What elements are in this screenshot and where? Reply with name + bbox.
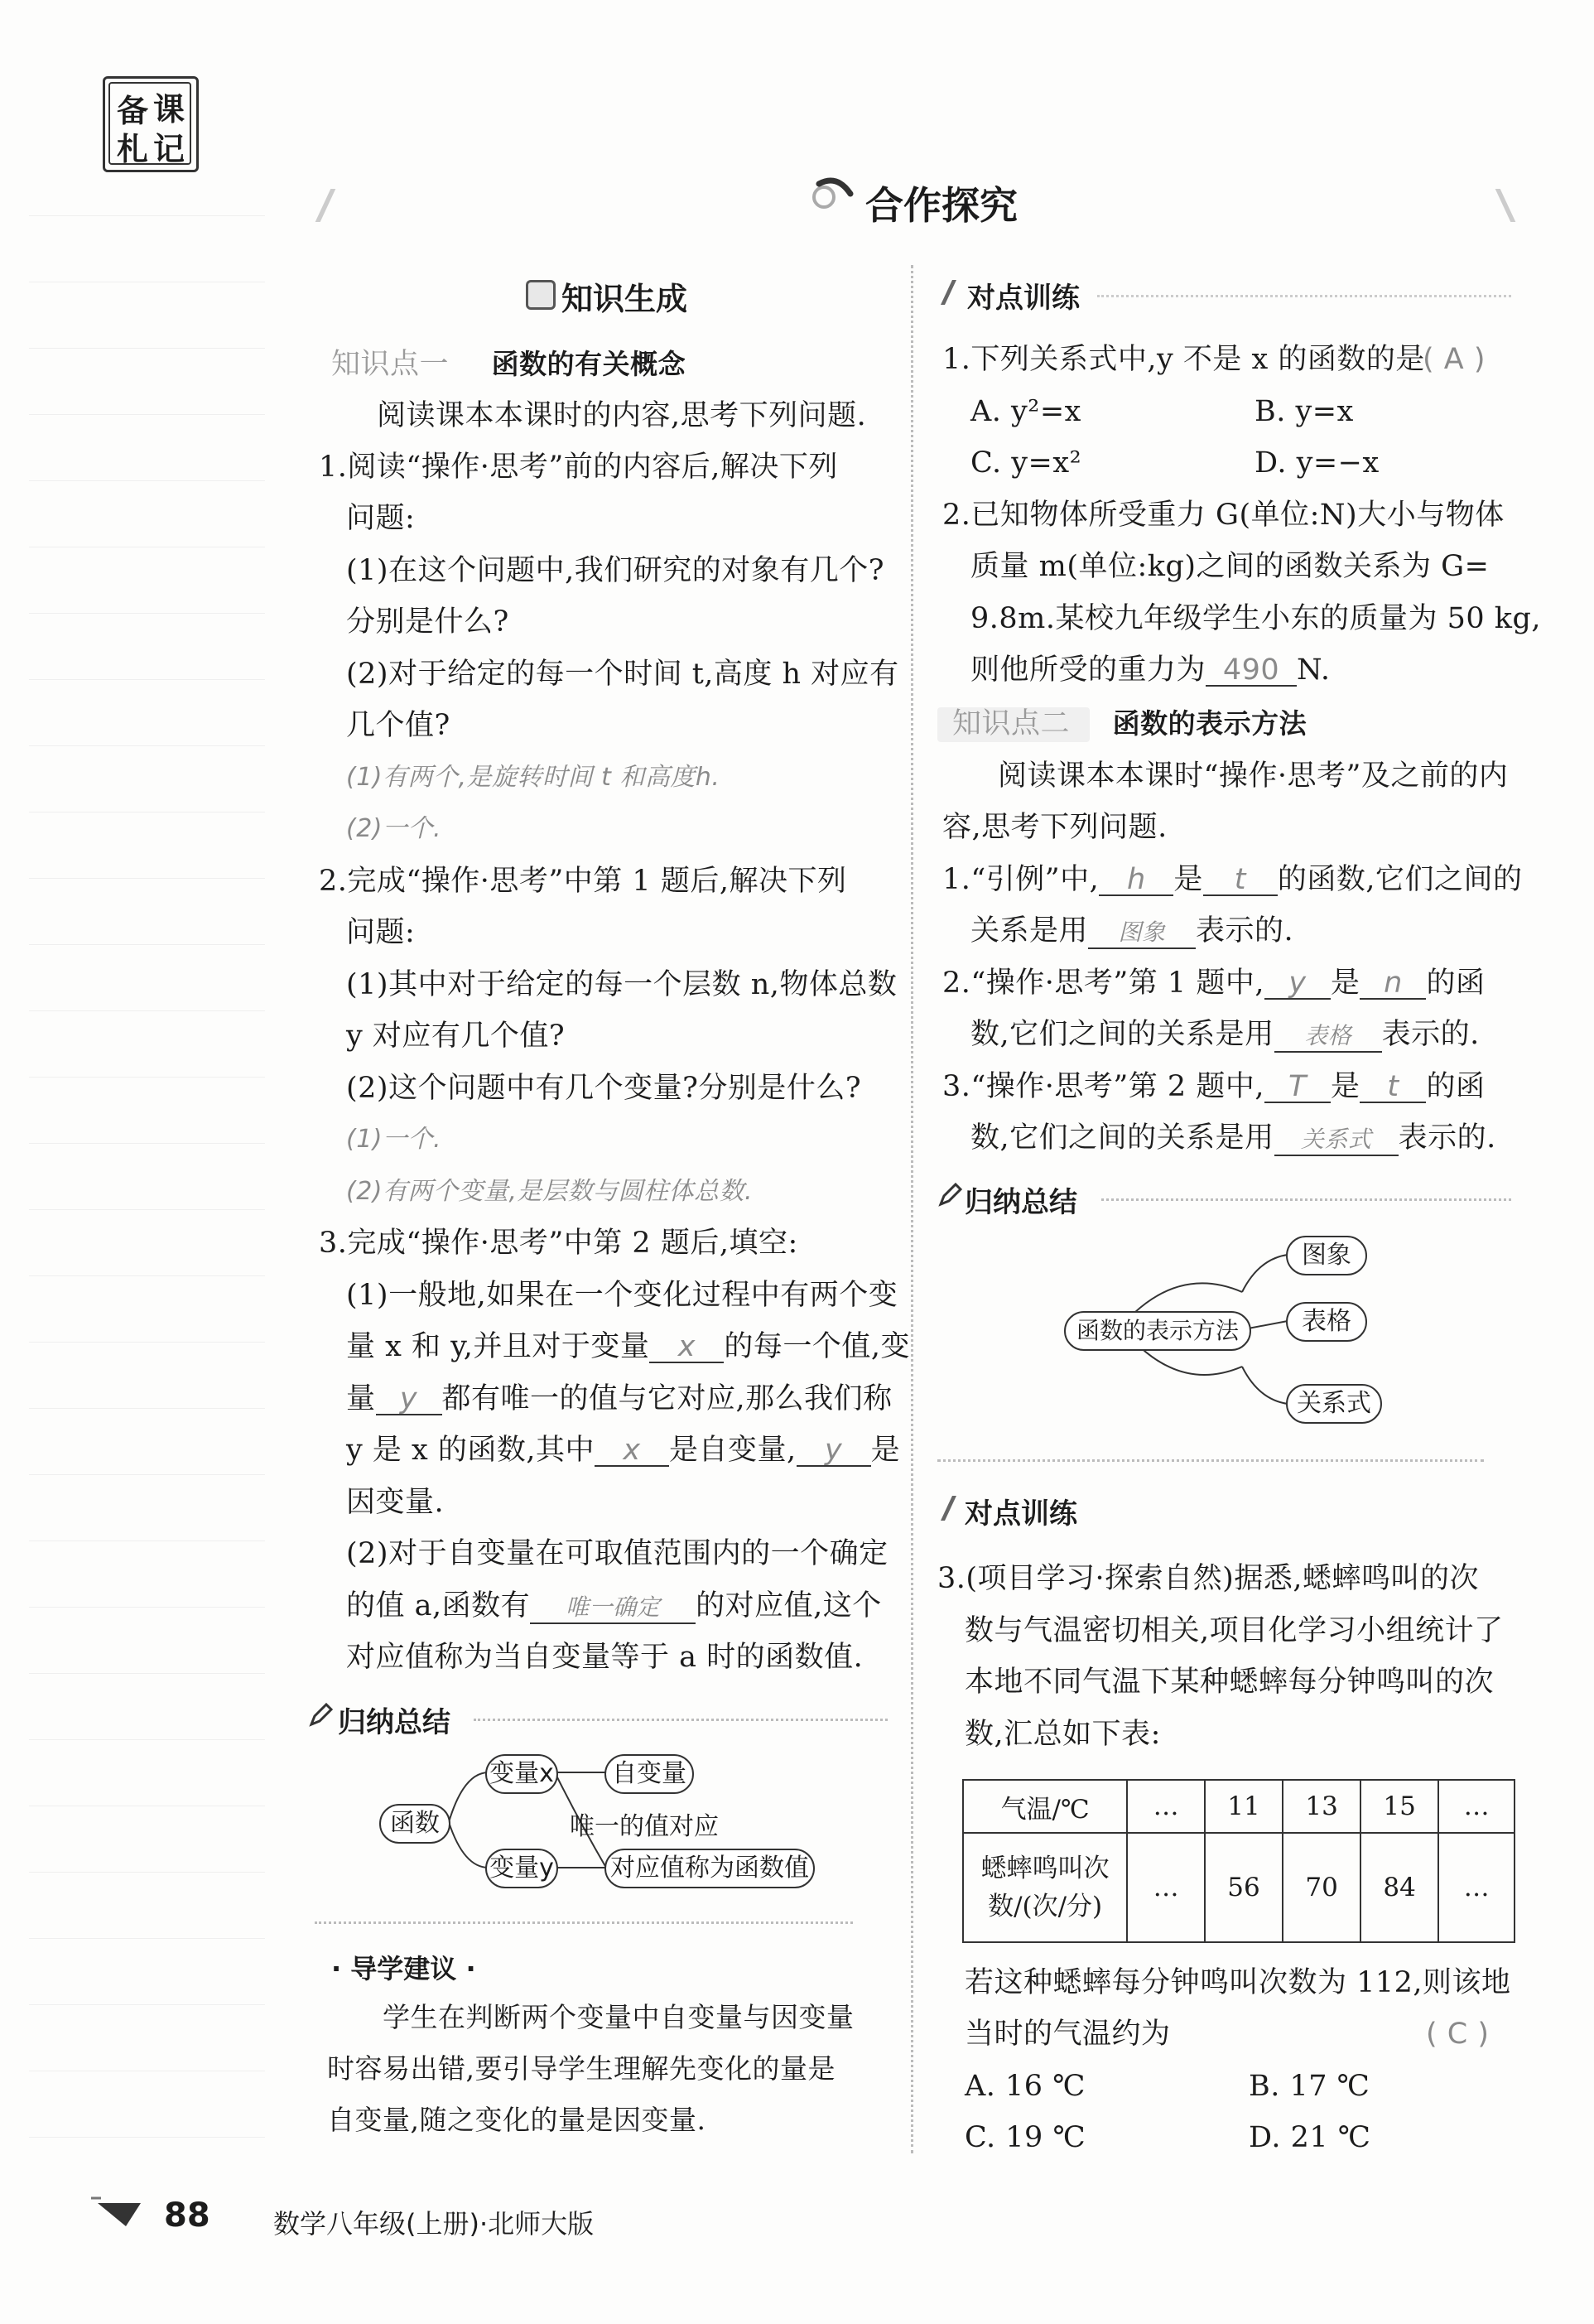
fill-blank: y (1264, 965, 1331, 1000)
fill-blank: T (1264, 1068, 1331, 1103)
p3-line-5: 若这种蟋蟀每分钟鸣叫次数为 112,则该地 (965, 1966, 1511, 1999)
p3-line-1: 3.(项目学习·探索自然)据悉,蟋蟀鸣叫的次 (937, 1562, 1479, 1595)
mindmap-dots (315, 1921, 853, 1924)
r2-line-1: 2.“操作·思考”第 1 题中, y 是 n 的函 (942, 967, 1486, 1000)
q1-line-1: 1.阅读“操作·思考”前的内容后,解决下列 (319, 451, 838, 484)
q2-sub1-line-2: y 对应有几个值? (346, 1020, 566, 1053)
mindmap-root: 函数 (379, 1804, 450, 1844)
practice2-title: 对点训练 (965, 1497, 1077, 1531)
table-cell: 84 (1360, 1833, 1438, 1942)
p3-option-a: A. 16 ℃ (965, 2070, 1086, 2103)
fill-blank: t (1203, 861, 1278, 896)
doc-icon (526, 280, 556, 310)
p2-line-4: 则他所受的重力为 490 N. (970, 653, 1331, 687)
q2-sub2: (2)这个问题中有几个变量?分别是什么? (346, 1072, 862, 1105)
badge-char-1: 备 (117, 93, 149, 129)
kp1-title: 函数的有关概念 (491, 348, 686, 380)
q3-sub2-line-3: 对应值称为当自变量等于 a 时的函数值. (346, 1641, 864, 1674)
header-slash-right (1495, 189, 1516, 222)
mindmap-independent: 自变量 (604, 1754, 694, 1794)
r1-line-1: 1.“引例”中, h 是 t 的函数,它们之间的 (942, 863, 1523, 896)
intro-text: 阅读课本本课时的内容,思考下列问题. (377, 399, 867, 432)
fill-blank: x (595, 1432, 669, 1467)
kp2-intro-2: 容,思考下列问题. (942, 811, 1168, 844)
summary-dots (1101, 1198, 1511, 1201)
p1-answer: ( A ) (1423, 343, 1486, 376)
badge-char-2: 课 (153, 91, 185, 128)
practice-pencil-icon (941, 280, 956, 305)
r1-line-2: 关系是用 图象 表示的. (970, 914, 1294, 947)
table-row (963, 1833, 1515, 1942)
r3-line-2: 数,它们之间的关系是用 关系式 表示的. (970, 1121, 1496, 1155)
kp2-tag: 知识点二 (952, 707, 1071, 740)
p3-option-d: D. 21 ℃ (1249, 2121, 1371, 2154)
q1-answer-1: (1)有两个,是旋转时间 t 和高度h. (346, 763, 720, 792)
mindmap-graph: 图象 (1286, 1236, 1367, 1275)
table-cell: 气温/℃ (963, 1780, 1127, 1833)
mindmap-table: 表格 (1286, 1302, 1367, 1342)
fill-blank: 关系式 (1274, 1121, 1399, 1156)
mindmap-root: 函数的表示方法 (1064, 1311, 1251, 1351)
p1-option-a: A. y²=x (970, 395, 1081, 428)
q2-sub1-line-1: (1)其中对于给定的每一个层数 n,物体总数 (346, 968, 898, 1001)
q1-line-2: 问题: (346, 502, 416, 535)
mindmap-relation: 唯一的值对应 (570, 1812, 719, 1841)
table-cell: 蟋蟀鸣叫次 数/(次/分) (963, 1833, 1127, 1942)
q3-line-1: 3.完成“操作·思考”中第 2 题后,填空: (319, 1227, 798, 1260)
table-cell: 70 (1283, 1833, 1360, 1942)
table-cell: … (1127, 1780, 1205, 1833)
summary-dots (474, 1719, 888, 1721)
p3-option-c: C. 19 ℃ (965, 2121, 1086, 2154)
q1-sub1-line-1: (1)在这个问题中,我们研究的对象有几个? (346, 554, 884, 587)
p3-option-b: B. 17 ℃ (1249, 2070, 1370, 2103)
p3-answer: ( C ) (1426, 2018, 1490, 2051)
q3-sub1-line-5: 因变量. (346, 1486, 445, 1519)
q3-sub2-line-1: (2)对于自变量在可取值范围内的一个确定 (346, 1537, 888, 1570)
corner-ornament-icon (89, 2195, 147, 2231)
q1-answer-2: (2)一个. (346, 814, 442, 843)
pencil-icon (937, 1183, 962, 1211)
q1-sub2-line-2: 几个值? (346, 709, 450, 742)
column-divider (911, 265, 913, 2153)
practice-title: 对点训练 (967, 282, 1080, 315)
p2-line-1: 2.已知物体所受重力 G(单位:N)大小与物体 (942, 499, 1505, 532)
page-number: 88 (164, 2196, 210, 2235)
kp2-title: 函数的表示方法 (1112, 707, 1307, 740)
fill-blank: y (376, 1381, 442, 1415)
p3-line-4: 数,汇总如下表: (965, 1718, 1161, 1751)
q3-sub1-line-4: y 是 x 的函数,其中 x 是自变量, y 是 (346, 1434, 901, 1467)
kp2-intro-1: 阅读课本本课时“操作·思考”及之前的内 (998, 759, 1509, 793)
q2-line-1: 2.完成“操作·思考”中第 1 题后,解决下列 (319, 865, 847, 898)
fill-blank: h (1099, 861, 1173, 896)
badge-char-4: 记 (153, 131, 185, 167)
guide-line-2: 时容易出错,要引导学生理解先变化的量是 (327, 2052, 836, 2085)
p3-line-2: 数与气温密切相关,项目化学习小组统计了 (965, 1614, 1504, 1647)
table-cell: 15 (1360, 1780, 1438, 1833)
fill-blank: 图象 (1088, 914, 1196, 949)
practice-pencil-icon (941, 1496, 956, 1521)
fill-blank: x (649, 1328, 724, 1363)
mindmap-var-y: 变量y (485, 1849, 558, 1888)
table-cell: … (1127, 1833, 1205, 1942)
p1-option-d: D. y=−x (1254, 446, 1380, 480)
fill-blank: t (1360, 1068, 1426, 1103)
table-cell: 11 (1205, 1780, 1283, 1833)
p1-option-c: C. y=x² (970, 446, 1082, 480)
book-title: 数学八年级(上册)·北师大版 (273, 2208, 595, 2240)
table-cell: … (1438, 1780, 1515, 1833)
mindmap-formula: 关系式 (1286, 1384, 1382, 1424)
header-slash-left (315, 189, 336, 222)
guide-line-1: 学生在判断两个变量中自变量与因变量 (383, 2001, 855, 2033)
r3-line-1: 3.“操作·思考”第 2 题中, T 是 t 的函 (942, 1070, 1486, 1103)
fill-blank: y (797, 1432, 871, 1467)
section-title: 合作探究 (865, 183, 1018, 228)
q3-sub1-line-3: 量 y 都有唯一的值与它对应,那么我们称 (346, 1382, 893, 1415)
q1-sub1-line-2: 分别是什么? (346, 605, 509, 639)
kp1-tag: 知识点一 (331, 348, 450, 381)
mindmap-func-value: 对应值称为函数值 (604, 1849, 815, 1888)
fill-blank: 490 (1206, 652, 1297, 687)
badge-char-3: 札 (117, 131, 149, 167)
q2-answer-1: (1)一个. (346, 1125, 442, 1154)
q3-sub2-line-2: 的值 a,函数有 唯一确定 的对应值,这个 (346, 1589, 882, 1622)
knowledge-title: 知识生成 (561, 281, 688, 317)
right-summary-title: 归纳总结 (965, 1186, 1077, 1219)
practice-dots (1097, 295, 1511, 297)
p1-option-b: B. y=x (1254, 395, 1354, 428)
mindmap-var-x: 变量x (485, 1754, 558, 1794)
mindmap-dots (937, 1459, 1484, 1462)
pencil-icon (308, 1703, 333, 1731)
magnifier-icon (807, 176, 854, 220)
guide-line-3: 自变量,随之变化的量是因变量. (327, 2104, 706, 2136)
corner-badge (103, 76, 199, 172)
table-cell: 13 (1283, 1780, 1360, 1833)
q3-sub1-line-2: 量 x 和 y,并且对于变量 x 的每一个值,变 (346, 1330, 911, 1363)
p2-line-3: 9.8m.某校九年级学生小东的质量为 50 kg, (970, 602, 1542, 635)
data-table (962, 1779, 1515, 1943)
guide-title: · 导学建议 · (331, 1953, 476, 1984)
p2-line-2: 质量 m(单位:kg)之间的函数关系为 G= (970, 550, 1490, 583)
q3-sub1-line-1: (1)一般地,如果在一个变化过程中有两个变 (346, 1279, 898, 1312)
p1-question: 1.下列关系式中,y 不是 x 的函数的是 (942, 343, 1425, 376)
table-row (963, 1780, 1515, 1833)
q1-sub2-line-1: (2)对于给定的每一个时间 t,高度 h 对应有 (346, 658, 899, 691)
p3-line-3: 本地不同气温下某种蟋蟀每分钟鸣叫的次 (965, 1666, 1495, 1699)
fill-blank: 唯一确定 (530, 1589, 696, 1624)
q2-answer-2: (2)有两个变量,是层数与圆柱体总数. (346, 1177, 754, 1206)
r2-line-2: 数,它们之间的关系是用 表格 表示的. (970, 1018, 1480, 1051)
p3-line-6: 当时的气温约为 (965, 2018, 1171, 2051)
q2-line-2: 问题: (346, 916, 416, 949)
table-cell: 56 (1205, 1833, 1283, 1942)
fill-blank: n (1360, 965, 1426, 1000)
left-summary-title: 归纳总结 (338, 1706, 450, 1739)
fill-blank: 表格 (1274, 1018, 1382, 1053)
table-cell: … (1438, 1833, 1515, 1942)
